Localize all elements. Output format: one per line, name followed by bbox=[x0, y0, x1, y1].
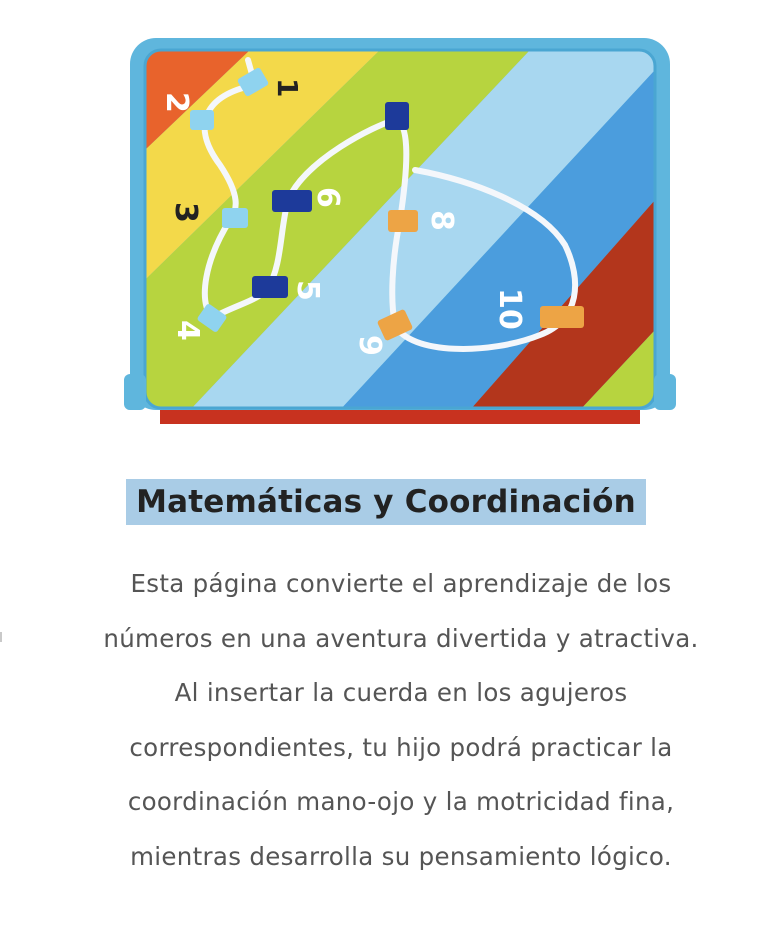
busy-board-image bbox=[110, 30, 690, 440]
number-1: 1 bbox=[271, 78, 304, 98]
description-line: correspondientes, tu hijo podrá practicar la bbox=[129, 732, 673, 762]
number-4: 4 bbox=[170, 320, 205, 341]
description-line: Al insertar la cuerda en los agujeros bbox=[174, 678, 628, 707]
number-2: 2 bbox=[159, 92, 194, 113]
section-heading: Matemáticas y Coordinación bbox=[126, 479, 646, 525]
edge-mark bbox=[0, 632, 2, 642]
number-8: 8 bbox=[424, 210, 459, 231]
number-9: 9 bbox=[352, 335, 387, 356]
description-line: Esta página convierte el aprendizaje de los bbox=[130, 569, 672, 598]
number-5: 5 bbox=[290, 280, 325, 301]
description-line: números en una aventura divertida y atractiva. bbox=[103, 623, 699, 653]
description-line: coordinación mano-ojo y la motricidad fina, bbox=[127, 787, 675, 816]
number-6: 6 bbox=[310, 187, 345, 208]
section-heading-wrap bbox=[0, 479, 772, 525]
number-10: 10 bbox=[492, 288, 527, 330]
description-line: mientras desarrolla su pensamiento lógico. bbox=[130, 841, 672, 871]
number-3: 3 bbox=[168, 202, 203, 223]
description bbox=[40, 557, 762, 884]
